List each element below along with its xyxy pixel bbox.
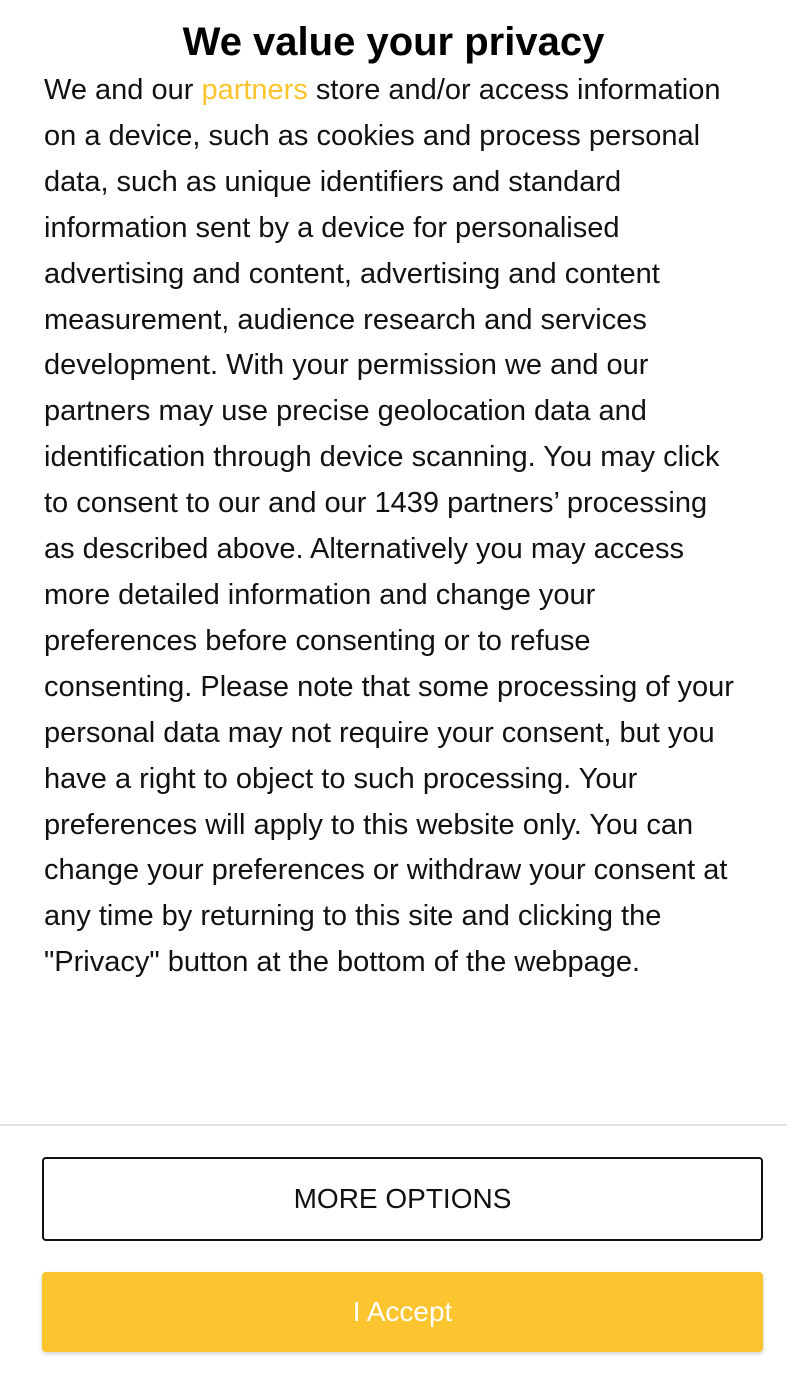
consent-intro-text: We and our [44, 74, 202, 106]
consent-description [44, 68, 744, 986]
more-options-button[interactable]: MORE OPTIONS [42, 1157, 763, 1241]
consent-body-text: store and/or access information on a device, such as cookies and process personal data, such as unique identifiers and standard information sent by a device for personalised advertising and content, advertising and content measurement, audience research and services development. With your permission we and our partners may use precise geolocation data and identification through device scanning. You may click to consent to our and our 1439 partners’ processing as described above. Alternatively you may access more detailed information and change your preferences before consenting or to refuse consenting. Please note that some processing of your personal data may not require your consent, but you have a right to object to such processing. Your preferences will apply to this website only. You can change your preferences or withdraw your consent at any time by returning to this site and clicking the "Privacy" button at the bottom of the webpage. [44, 74, 734, 979]
partners-link[interactable]: partners [201, 74, 308, 106]
accept-button[interactable]: I Accept [42, 1272, 763, 1352]
footer-divider [0, 1124, 787, 1126]
dialog-title: We value your privacy [182, 20, 605, 64]
